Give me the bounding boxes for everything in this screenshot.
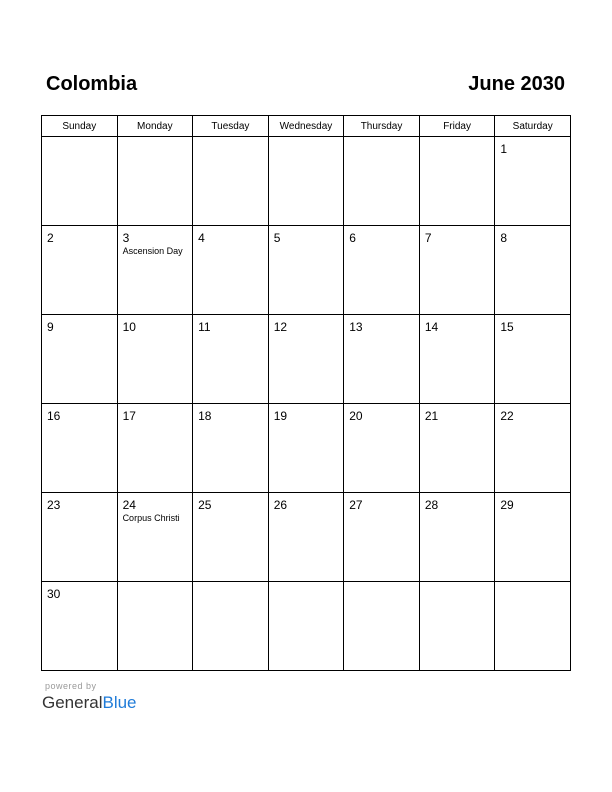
day-cell — [344, 137, 420, 226]
day-cell — [344, 493, 420, 582]
day-number — [193, 582, 268, 587]
day-cell — [419, 582, 495, 671]
day-cell — [495, 226, 571, 315]
day-cell — [495, 582, 571, 671]
weekday-header-row — [42, 116, 571, 137]
day-number — [118, 137, 193, 142]
day-cell — [495, 137, 571, 226]
day-cell — [419, 315, 495, 404]
day-number — [344, 582, 419, 587]
day-number — [420, 137, 495, 142]
powered-by-label: powered by — [45, 681, 97, 691]
day-number: 30 — [47, 587, 61, 601]
day-number: 27 — [349, 498, 363, 512]
day-cell — [495, 493, 571, 582]
week-row — [42, 582, 571, 671]
day-cell — [495, 315, 571, 404]
weekday-header-thursday: Thursday — [344, 116, 420, 137]
day-number: 12 — [273, 320, 288, 334]
day-number: 9 — [47, 320, 54, 334]
day-cell — [268, 493, 344, 582]
day-number — [495, 582, 570, 587]
day-number: 2 — [47, 231, 54, 245]
day-cell — [42, 582, 118, 671]
day-cell — [268, 404, 344, 493]
weekday-header-sunday: Sunday — [42, 116, 118, 137]
day-cell — [344, 582, 420, 671]
day-cell — [42, 493, 118, 582]
week-row — [42, 137, 571, 226]
brand-general-text: General — [42, 693, 103, 712]
day-number: 28 — [424, 498, 439, 512]
country-title: Colombia — [46, 73, 138, 95]
day-cell — [419, 226, 495, 315]
day-number — [42, 137, 117, 142]
day-number: 17 — [122, 409, 136, 423]
day-number: 5 — [273, 231, 281, 245]
day-cell — [117, 493, 193, 582]
brand-logo — [42, 693, 137, 713]
day-cell — [42, 404, 118, 493]
holiday-label: Corpus Christi — [122, 513, 180, 523]
day-cell — [117, 404, 193, 493]
day-cell — [193, 404, 269, 493]
day-cell — [344, 226, 420, 315]
day-number: 6 — [349, 231, 356, 245]
day-number: 4 — [198, 231, 205, 245]
day-cell — [117, 582, 193, 671]
day-cell — [193, 582, 269, 671]
weekday-header-monday: Monday — [117, 116, 193, 137]
day-cell — [193, 493, 269, 582]
brand-blue-text: Blue — [102, 693, 137, 712]
weekday-header-tuesday: Tuesday — [193, 116, 269, 137]
week-row — [42, 493, 571, 582]
day-number: 7 — [424, 231, 432, 245]
day-cell — [419, 404, 495, 493]
day-cell — [117, 137, 193, 226]
day-number — [193, 137, 268, 142]
week-row — [42, 315, 571, 404]
day-cell — [268, 137, 344, 226]
day-cell — [42, 315, 118, 404]
weekday-header-saturday: Saturday — [495, 116, 571, 137]
weekday-header-friday: Friday — [419, 116, 495, 137]
calendar-grid — [41, 115, 571, 671]
week-row — [42, 226, 571, 315]
day-number: 11 — [198, 320, 211, 334]
month-year-title: June 2030 — [468, 73, 565, 95]
day-number: 19 — [273, 409, 288, 423]
week-row — [42, 404, 571, 493]
day-cell — [193, 315, 269, 404]
day-cell — [344, 315, 420, 404]
day-number: 10 — [122, 320, 136, 334]
holiday-label: Ascension Day — [122, 246, 183, 256]
day-number: 22 — [500, 409, 514, 423]
day-cell — [42, 137, 118, 226]
calendar-body — [42, 137, 571, 671]
day-number: 3 — [122, 231, 130, 245]
day-number: 20 — [349, 409, 363, 423]
day-number: 13 — [349, 320, 363, 334]
day-cell — [268, 226, 344, 315]
day-number: 25 — [198, 498, 212, 512]
day-number: 26 — [273, 498, 288, 512]
day-cell — [42, 226, 118, 315]
day-cell — [495, 404, 571, 493]
day-cell — [419, 137, 495, 226]
day-number — [269, 582, 344, 587]
day-cell — [268, 582, 344, 671]
day-number — [269, 137, 344, 142]
day-number: 8 — [500, 231, 508, 245]
day-number — [118, 582, 193, 587]
day-number: 24 — [122, 498, 136, 512]
day-number — [344, 137, 419, 142]
day-number: 23 — [47, 498, 61, 512]
day-cell — [344, 404, 420, 493]
day-cell — [193, 137, 269, 226]
day-number: 29 — [500, 498, 514, 512]
day-number — [420, 582, 495, 587]
day-cell — [117, 315, 193, 404]
day-number: 18 — [198, 409, 212, 423]
day-cell — [419, 493, 495, 582]
day-number: 16 — [47, 409, 61, 423]
day-number: 15 — [500, 320, 514, 334]
day-number: 21 — [424, 409, 439, 423]
weekday-header-wednesday: Wednesday — [268, 116, 344, 137]
day-number: 14 — [424, 320, 439, 334]
day-number: 1 — [500, 142, 508, 156]
day-cell — [117, 226, 193, 315]
day-cell — [193, 226, 269, 315]
day-cell — [268, 315, 344, 404]
